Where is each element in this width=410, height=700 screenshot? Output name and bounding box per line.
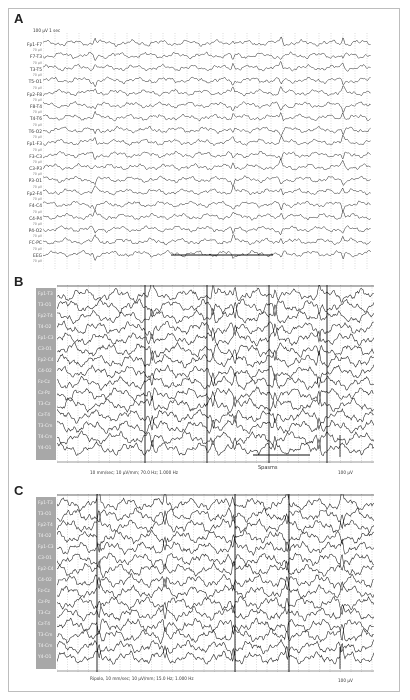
panel-a-channel-label: C3-P3 70 µV — [29, 167, 42, 177]
panel-b-channel-label: Fp2-T4 — [38, 314, 53, 319]
panel-c-footer-settings: Ripolo, 10 mm/sec; 10 µV/mm; 15.0 Hz; 1.000 Hz — [90, 676, 194, 681]
panel-b-channel-label: Fz-Cz — [38, 380, 50, 385]
panel-a-channel-label: F3-C3 70 µV — [29, 154, 42, 164]
eeg-trace — [43, 135, 371, 146]
panel-c-channel-label: T3-Cm — [38, 633, 53, 638]
eeg-trace — [57, 302, 374, 323]
panel-c-channel-label: Y4-O1 — [38, 655, 52, 660]
panel-c-channel-label: T3-Cz — [38, 611, 51, 616]
panel-b-channel-label: Fp1-T3 — [38, 292, 53, 297]
panel-c-channel-label: T4-O2 — [38, 534, 52, 539]
panel-a-channel-label: F7-T3 70 µV — [30, 55, 42, 65]
panel-c-channel-label: Cz-T4 — [38, 622, 51, 627]
panel-a-channel-label: EEG 70 µV — [32, 253, 42, 264]
panel-b-label-sidebar — [36, 288, 56, 460]
panel-b-channel-label: Fp2-C4 — [38, 358, 54, 363]
panel-a-eeg-traces — [43, 33, 371, 270]
panel-b-channel-label: C4-O2 — [38, 369, 52, 374]
eeg-trace — [43, 52, 371, 61]
eeg-trace — [57, 431, 374, 450]
panel-a-letter: A — [14, 11, 24, 26]
eeg-trace — [57, 625, 374, 644]
panel-b-channel-label: T4-Cm — [38, 435, 53, 440]
panel-b-spasms-annotation: Spasms — [258, 465, 278, 471]
eeg-trace — [57, 299, 374, 318]
panel-a-channel-label: T6-O2 70 µV — [28, 129, 42, 140]
panel-c-channel-label: T4-Cm — [38, 644, 53, 649]
eeg-trace — [57, 644, 374, 665]
eeg-trace — [57, 373, 374, 391]
panel-a-channel-label: P3-O1 70 µV — [28, 179, 42, 189]
eeg-trace — [43, 126, 371, 135]
panel-a-channel-label: F4-C4 70 µV — [29, 204, 42, 214]
eeg-trace — [43, 201, 371, 212]
panel-c-channel-label: Cz-Pz — [38, 600, 50, 605]
eeg-trace — [43, 186, 371, 196]
panel-c-letter: C — [14, 483, 24, 498]
eeg-trace — [43, 37, 371, 47]
panel-a-channel-label: F8-T4 70 µV — [30, 105, 42, 115]
eeg-trace — [57, 321, 374, 342]
panel-c-channel-label: Fp1-C3 — [38, 545, 54, 550]
eeg-trace — [57, 577, 374, 599]
eeg-trace — [43, 235, 371, 245]
eeg-trace — [57, 574, 374, 591]
eeg-trace — [57, 508, 374, 529]
panel-b-channel-label: Y4-O1 — [38, 446, 52, 451]
panel-b-channel-label: T3-Cm — [38, 424, 53, 429]
eeg-trace — [43, 61, 371, 71]
panel-a-scale-label: 100 µV 1 sec — [33, 28, 61, 33]
panel-c-channel-label: Fp2-C4 — [38, 567, 54, 572]
panel-b-channel-label: C3-O1 — [38, 347, 52, 352]
panel-c-label-sidebar — [36, 497, 56, 669]
eeg-trace — [57, 285, 374, 302]
eeg-trace — [57, 324, 374, 346]
panel-c-channel-label: C3-O1 — [38, 556, 52, 561]
eeg-trace — [43, 226, 371, 235]
panel-b-channel-label: Cz-T4 — [38, 413, 51, 418]
panel-a-channel-label: Fp2-F8 70 µV — [26, 92, 42, 102]
panel-b-channel-label: T3-Cz — [38, 402, 51, 407]
panel-c-scale-bar-label: 100 µV — [338, 678, 353, 683]
panel-b-channel-label: Cz-Pz — [38, 391, 50, 396]
eeg-trace — [57, 599, 374, 622]
eeg-trace — [57, 530, 374, 552]
eeg-trace — [57, 387, 374, 408]
eeg-trace — [43, 151, 371, 160]
eeg-trace — [43, 77, 371, 87]
panel-c-channel-label: Fp1-T3 — [38, 501, 53, 506]
eeg-trace — [43, 111, 371, 121]
eeg-trace — [43, 101, 371, 112]
panel-c-channel-label: Fp2-T4 — [38, 523, 53, 528]
eeg-trace — [57, 511, 374, 533]
panel-a-channel-label: T4-T6 70 µV — [29, 117, 42, 127]
panel-b-footer-settings: 10 mm/sec; 10 µV/mm; 70.0 Hz; 1.000 Hz — [90, 470, 178, 475]
panel-b-eeg-traces — [57, 285, 374, 463]
panel-b-letter: B — [14, 274, 24, 289]
eeg-trace — [57, 350, 374, 368]
eeg-trace — [43, 176, 371, 186]
panel-b-channel-label: T3-O1 — [38, 303, 52, 308]
eeg-trace — [57, 596, 374, 619]
panel-c-channel-label: C4-O2 — [38, 578, 52, 583]
panel-b-channel-label: T4-O2 — [38, 325, 52, 330]
eeg-trace — [57, 416, 374, 434]
eeg-trace — [43, 210, 371, 220]
eeg-trace — [57, 555, 374, 578]
eeg-trace — [57, 494, 374, 511]
panel-c-channel-label: Fz-Cz — [38, 589, 50, 594]
panel-c-channel-label: T3-O1 — [38, 512, 52, 517]
panel-a-channel-label: FC-PC 70 µV — [29, 241, 42, 251]
panel-a-channel-label: C4-P4 70 µV — [29, 216, 42, 226]
panel-a-channel-label: P4-O2 70 µV — [28, 229, 42, 239]
panel-a-channel-label: T5-O1 70 µV — [28, 80, 42, 90]
panel-b-channel-label: Fp1-C3 — [38, 336, 54, 341]
eeg-trace — [57, 553, 374, 570]
panel-b-scale-bar-label: 100 µV — [338, 470, 353, 475]
eeg-trace — [43, 159, 371, 170]
panel-a-channel-label: T3-T5 70 µV — [29, 67, 42, 78]
eeg-trace — [43, 86, 371, 96]
panel-c-eeg-traces — [57, 494, 374, 672]
panel-a-channel-label: Fp1-F7 70 µV — [26, 43, 42, 53]
panel-a-channel-label: Fp1-F3 70 µV — [26, 142, 42, 152]
panel-a-channel-label: Fp2-F4 70 µV — [26, 191, 42, 202]
